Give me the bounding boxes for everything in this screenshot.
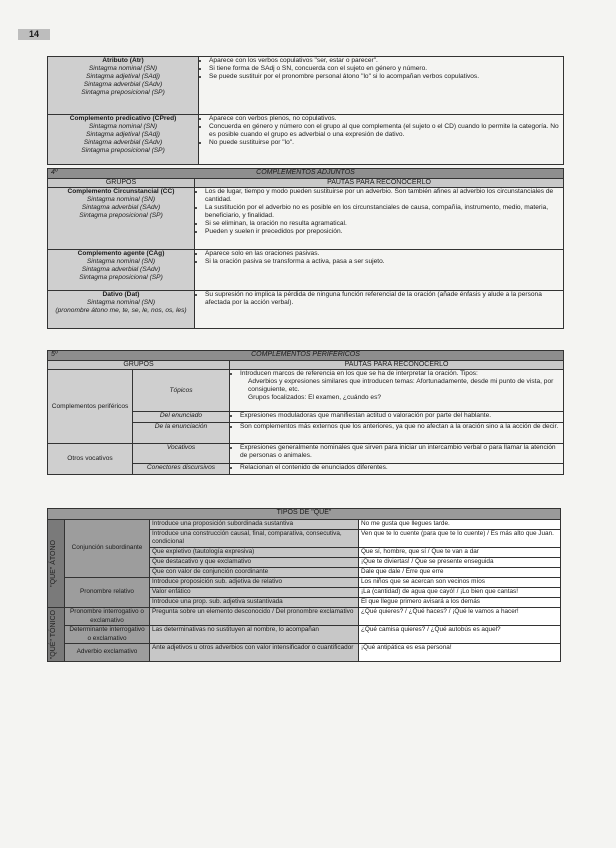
table-row bbox=[48, 115, 564, 165]
group-label: Conjunción subordinante bbox=[65, 520, 150, 578]
table-row bbox=[48, 57, 564, 115]
table-row: Introduce una prop. sub. adjetiva sustantivada El que llegue primero avisará a los demás bbox=[48, 598, 561, 608]
notes-cell: • Los de lugar, tiempo y modo pueden sustituirse por un adverbio. Son también afines al adverbio los circunstanciales de cantidad. • La sustitución por el adverbio no es posible en los circunstanciales de causa, compañía, instrumento, medio, materia, beneficiario, y finalidad. • Si se eliminan, la oración no resulta agramatical. • Pueden y suelen ir precedidos por preposición. bbox=[195, 188, 564, 250]
table-complementos-perifericos bbox=[47, 350, 564, 475]
subgroup-name: De la enunciación bbox=[133, 423, 230, 444]
section-header bbox=[48, 169, 564, 179]
table-row bbox=[48, 291, 564, 329]
table-row bbox=[48, 444, 564, 464]
group-name: Complemento agente (CAg) bbox=[77, 250, 165, 257]
notes-cell: • Son complementos más externos que los anteriores, ya que no afectan a la oración sino a la acción de decir. bbox=[230, 423, 564, 444]
table-atributo-predicativo bbox=[47, 56, 564, 165]
notes-cell: • Aparece con los verbos copulativos "ser, estar o parecer". • Si tiene forma de SAdj o SN, concuerda con el sujeto en género y número. • Se puede sustituir por el pronombre personal átono "lo" si lo acompañan verbos copulativos. bbox=[199, 57, 564, 115]
group-cell: Complemento predicativo (CPred) Sintagma nominal (SN) Sintagma adjetival (SAdj) Sintagma adverbial (SAdv) Sintagma preposicional (SP) bbox=[48, 115, 199, 165]
page-number: 14 bbox=[18, 29, 50, 40]
group-name: Complemento Circunstancial (CC) bbox=[67, 188, 175, 195]
table-row bbox=[48, 250, 564, 291]
table-title: TIPOS DE "QUE" bbox=[48, 509, 561, 520]
group-label: Complementos periféricos bbox=[48, 370, 133, 444]
table-row bbox=[48, 370, 564, 412]
subgroup-name: Del enunciado bbox=[133, 412, 230, 423]
section-number: 4º bbox=[51, 169, 58, 176]
table-row: Que con valor de conjunción coordinante Dale que dale / Erre que erre bbox=[48, 568, 561, 578]
table-row: Que expletivo (tautología expresiva) Que sí, hombre, que sí / Que te van a dar bbox=[48, 548, 561, 558]
notes-cell: • Su supresión no implica la pérdida de ninguna función referencial de la oración (añade énfasis y alude a la persona afectada por la acción verbal). bbox=[195, 291, 564, 329]
table-row: Pronombre relativo Introduce proposición sub. adjetiva de relativo Los niños que se acercan son vecinos míos bbox=[48, 578, 561, 588]
notes-cell: • Introducen marcos de referencia en los que se ha de interpretar la oración. Tipos: Adverbios y expresiones similares que introducen temas: Afortunadamente, desde mi punto de vista, por consiguiente, etc. Grupos focalizados: El examen, ¿cuándo es? bbox=[230, 370, 564, 412]
table-row bbox=[48, 188, 564, 250]
group-cell: Dativo (Dat) Sintagma nominal (SN) (pronombre átono me, te, se, le, nos, os, les) bbox=[48, 291, 195, 329]
column-header: GRUPOS bbox=[48, 179, 195, 188]
subgroup-name: Vocativos bbox=[133, 444, 230, 464]
table-row: Introduce una construcción causal, final, comparativa, consecutiva, condicional Ven que te lo cuente (para que te lo cuente) / Es más alto que Juan. bbox=[48, 530, 561, 548]
notes-cell: • Relacionan el contenido de enunciados diferentes. bbox=[230, 464, 564, 475]
section-title: COMPLEMENTOS ADJUNTOS bbox=[256, 169, 355, 176]
side-label: "QUÉ" TÓNICO bbox=[48, 608, 65, 662]
group-name: Complemento predicativo (CPred) bbox=[69, 115, 177, 122]
column-header: PAUTAS PARA RECONOCERLO bbox=[230, 361, 564, 370]
group-label: Pronombre relativo bbox=[65, 578, 150, 608]
notes-cell: • Expresiones generalmente nominales que sirven para iniciar un intercambio verbal o para llamar la atención de personas o animales. bbox=[230, 444, 564, 464]
table-row: Adverbio exclamativo Ante adjetivos u otros adverbios con valor intensificador o cuantificador ¡Qué antipática es esa persona! bbox=[48, 644, 561, 662]
group-cell: Complemento agente (CAg) Sintagma nominal (SN) Sintagma adverbial (SAdv) Sintagma preposicional (SP) bbox=[48, 250, 195, 291]
subgroup-name: Conectores discursivos bbox=[133, 464, 230, 475]
notes-cell: • Aparece con verbos plenos, no copulativos. • Concuerda en género y número con el grupo al que complementa (el sujeto o el CD) cuando lo permite la categoría. No es posible cuando el grupo es adverbial o una expresión de dativo. • No puede sustituirse por "lo". bbox=[199, 115, 564, 165]
section-number: 5º bbox=[51, 351, 58, 358]
group-name: Atributo (Atr) bbox=[102, 57, 144, 64]
column-header: GRUPOS bbox=[48, 361, 230, 370]
group-label: Otros vocativos bbox=[48, 444, 133, 475]
table-complementos-adjuntos bbox=[47, 168, 564, 329]
table-row: "QUÉ" TÓNICO Pronombre interrogativo o exclamativo Pregunta sobre un elemento desconocido / Del pronombre exclamativo ¿Qué quieres? / ¿Qué haces? / ¡Qué le vamos a hacer! bbox=[48, 608, 561, 626]
notes-cell: • Expresiones moduladoras que manifiestan actitud o valoración por parte del hablante. bbox=[230, 412, 564, 423]
table-tipos-de-que bbox=[47, 508, 561, 662]
subgroup-name: Tópicos bbox=[133, 370, 230, 412]
group-name: Dativo (Dat) bbox=[102, 291, 140, 298]
group-cell: Atributo (Atr) Sintagma nominal (SN) Sintagma adjetival (SAdj) Sintagma adverbial (SAdv) Sintagma preposicional (SP) bbox=[48, 57, 199, 115]
table-row: Valor enfático ¡La (cantidad) de agua que cayó! / ¡Lo bien que cantas! bbox=[48, 588, 561, 598]
section-title: COMPLEMENTOS PERIFÉRICOS bbox=[251, 351, 360, 358]
table-row: Que destacativo y que exclamativo ¡Que te diviertas! / Que se presente enseguida bbox=[48, 558, 561, 568]
side-label: "QUE" ÁTONO bbox=[48, 520, 65, 608]
column-header: PAUTAS PARA RECONOCERLO bbox=[195, 179, 564, 188]
section-header bbox=[48, 351, 564, 361]
table-row: "QUE" ÁTONO Conjunción subordinante Introduce una proposición subordinada sustantiva No me gusta que llegues tarde. bbox=[48, 520, 561, 530]
group-cell: Complemento Circunstancial (CC) Sintagma nominal (SN) Sintagma adverbial (SAdv) Sintagma preposicional (SP) bbox=[48, 188, 195, 250]
table-row: Determinante interrogativo o exclamativo Las determinativas no sustituyen al nombre, lo acompañan ¿Qué camisa quieres? / ¿Qué autobús es aquel? bbox=[48, 626, 561, 644]
notes-cell: • Aparece solo en las oraciones pasivas. • Si la oración pasiva se transforma a activa, pasa a ser sujeto. bbox=[195, 250, 564, 291]
